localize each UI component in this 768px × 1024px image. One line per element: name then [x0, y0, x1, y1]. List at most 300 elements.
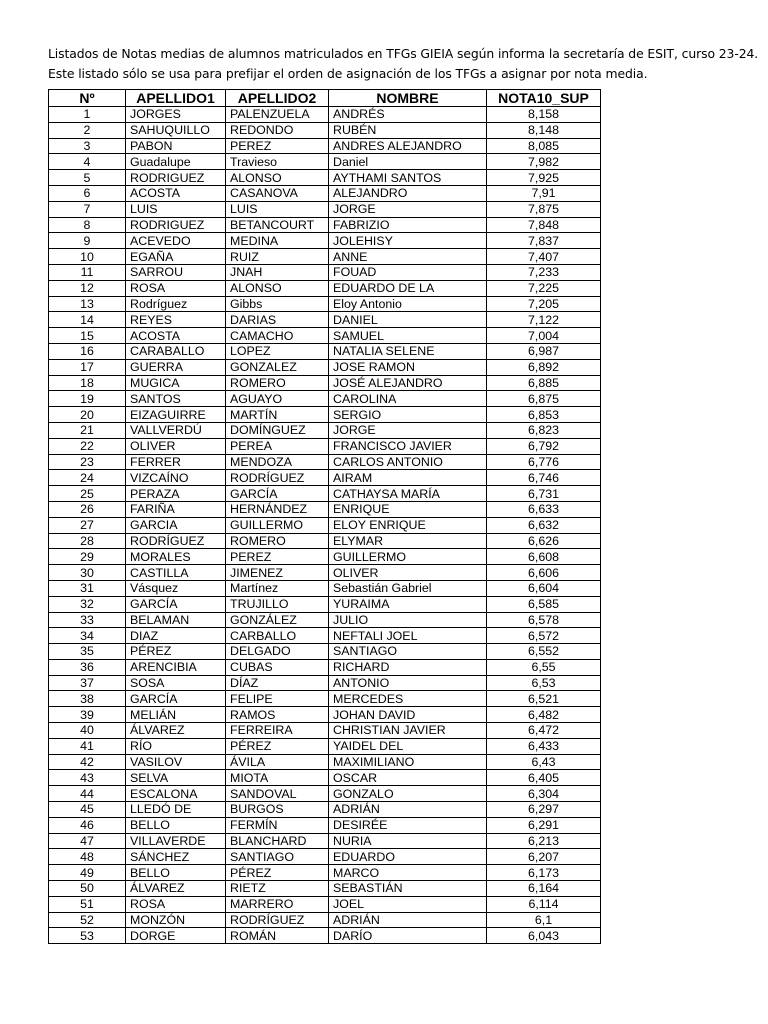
- cell-no: 26: [49, 501, 126, 517]
- cell-nota: 6,552: [487, 644, 601, 660]
- table-row: [49, 865, 601, 881]
- table-row: [49, 896, 601, 912]
- cell-nombre: ANDRES ALEJANDRO: [329, 138, 487, 154]
- cell-apellido1: JORGES: [126, 107, 226, 123]
- cell-no: 48: [49, 849, 126, 865]
- cell-no: 18: [49, 375, 126, 391]
- cell-apellido2: RAMOS: [226, 707, 329, 723]
- cell-apellido1: ACEVEDO: [126, 233, 226, 249]
- cell-no: 28: [49, 533, 126, 549]
- cell-nota: 6,853: [487, 407, 601, 423]
- cell-apellido1: Guadalupe: [126, 154, 226, 170]
- cell-nombre: AIRAM: [329, 470, 487, 486]
- intro-text: [48, 44, 759, 84]
- cell-no: 35: [49, 644, 126, 660]
- cell-apellido1: PABON: [126, 138, 226, 154]
- cell-apellido2: LUIS: [226, 201, 329, 217]
- cell-no: 16: [49, 343, 126, 359]
- cell-no: 11: [49, 264, 126, 280]
- table-row: [49, 786, 601, 802]
- cell-nota: 6,626: [487, 533, 601, 549]
- cell-no: 51: [49, 896, 126, 912]
- table-row: [49, 912, 601, 928]
- cell-no: 6: [49, 185, 126, 201]
- cell-apellido2: CUBAS: [226, 659, 329, 675]
- table-row: [49, 565, 601, 581]
- table-row: [49, 802, 601, 818]
- cell-nombre: DESIRÉE: [329, 817, 487, 833]
- table-row: [49, 264, 601, 280]
- cell-no: 37: [49, 675, 126, 691]
- cell-no: 5: [49, 170, 126, 186]
- cell-nombre: NURIA: [329, 833, 487, 849]
- table-row: [49, 122, 601, 138]
- cell-apellido2: HERNÁNDEZ: [226, 501, 329, 517]
- cell-apellido1: REYES: [126, 312, 226, 328]
- table-row: [49, 549, 601, 565]
- cell-apellido2: PÉREZ: [226, 865, 329, 881]
- cell-apellido1: LUIS: [126, 201, 226, 217]
- cell-nombre: OLIVER: [329, 565, 487, 581]
- cell-apellido1: ARENCIBIA: [126, 659, 226, 675]
- cell-nombre: RUBÉN: [329, 122, 487, 138]
- cell-nombre: ENRIQUE: [329, 501, 487, 517]
- cell-nombre: JOSÉ ALEJANDRO: [329, 375, 487, 391]
- cell-nombre: ANNE: [329, 249, 487, 265]
- cell-apellido1: ACOSTA: [126, 185, 226, 201]
- grades-table: [48, 89, 601, 944]
- cell-no: 19: [49, 391, 126, 407]
- cell-nombre: ELOY ENRIQUE: [329, 517, 487, 533]
- table-body: [49, 107, 601, 944]
- cell-nota: 6,776: [487, 454, 601, 470]
- cell-nombre: JOLEHISY: [329, 233, 487, 249]
- table-row: [49, 217, 601, 233]
- table-row: [49, 359, 601, 375]
- cell-nombre: EDUARDO DE LA: [329, 280, 487, 296]
- cell-nombre: Eloy Antonio: [329, 296, 487, 312]
- cell-nota: 6,632: [487, 517, 601, 533]
- table-row: [49, 470, 601, 486]
- cell-nota: 6,213: [487, 833, 601, 849]
- cell-nota: 6,633: [487, 501, 601, 517]
- table-row: [49, 612, 601, 628]
- table-row: [49, 154, 601, 170]
- table-row: [49, 770, 601, 786]
- table-row: [49, 312, 601, 328]
- table-row: [49, 438, 601, 454]
- table-row: [49, 644, 601, 660]
- table-row: [49, 407, 601, 423]
- cell-no: 40: [49, 723, 126, 739]
- cell-apellido1: ACOSTA: [126, 328, 226, 344]
- header-apellido2: APELLIDO2: [226, 90, 329, 107]
- cell-no: 50: [49, 881, 126, 897]
- cell-nombre: SAMUEL: [329, 328, 487, 344]
- cell-nota: 6,114: [487, 896, 601, 912]
- cell-nombre: ANTONIO: [329, 675, 487, 691]
- table-row: [49, 170, 601, 186]
- cell-nombre: MERCEDES: [329, 691, 487, 707]
- cell-apellido1: MELIÁN: [126, 707, 226, 723]
- cell-apellido2: Travieso: [226, 154, 329, 170]
- cell-nombre: MAXIMILIANO: [329, 754, 487, 770]
- table-row: [49, 754, 601, 770]
- cell-apellido1: VASILOV: [126, 754, 226, 770]
- header-nota: NOTA10_SUP: [487, 90, 601, 107]
- cell-apellido2: JIMENEZ: [226, 565, 329, 581]
- cell-nombre: ALEJANDRO: [329, 185, 487, 201]
- cell-apellido2: ALONSO: [226, 170, 329, 186]
- cell-apellido1: FARIÑA: [126, 501, 226, 517]
- cell-no: 39: [49, 707, 126, 723]
- cell-nombre: ANDRÉS: [329, 107, 487, 123]
- cell-nota: 6,572: [487, 628, 601, 644]
- cell-apellido2: FERREIRA: [226, 723, 329, 739]
- cell-apellido2: ROMÁN: [226, 928, 329, 944]
- cell-apellido2: JNAH: [226, 264, 329, 280]
- cell-nombre: AYTHAMI SANTOS: [329, 170, 487, 186]
- cell-nota: 6,792: [487, 438, 601, 454]
- cell-nombre: GONZALO: [329, 786, 487, 802]
- cell-nota: 6,604: [487, 580, 601, 596]
- cell-nombre: CHRISTIAN JAVIER: [329, 723, 487, 739]
- cell-nota: 6,297: [487, 802, 601, 818]
- cell-apellido2: PEREZ: [226, 138, 329, 154]
- cell-nota: 6,885: [487, 375, 601, 391]
- cell-apellido1: VIZCAÍNO: [126, 470, 226, 486]
- cell-apellido2: FELIPE: [226, 691, 329, 707]
- cell-no: 38: [49, 691, 126, 707]
- cell-no: 36: [49, 659, 126, 675]
- table-row: [49, 328, 601, 344]
- cell-no: 22: [49, 438, 126, 454]
- cell-no: 14: [49, 312, 126, 328]
- cell-no: 31: [49, 580, 126, 596]
- table-row: [49, 628, 601, 644]
- cell-nota: 6,304: [487, 786, 601, 802]
- cell-apellido1: ÁLVAREZ: [126, 723, 226, 739]
- cell-nombre: YAIDEL DEL: [329, 738, 487, 754]
- cell-nota: 7,233: [487, 264, 601, 280]
- cell-nombre: DANIEL: [329, 312, 487, 328]
- cell-apellido1: EIZAGUIRRE: [126, 407, 226, 423]
- cell-nombre: SEBASTIÁN: [329, 881, 487, 897]
- cell-no: 3: [49, 138, 126, 154]
- cell-apellido1: ROSA: [126, 896, 226, 912]
- cell-apellido1: CARABALLO: [126, 343, 226, 359]
- cell-nota: 6,731: [487, 486, 601, 502]
- cell-apellido2: PÉREZ: [226, 738, 329, 754]
- header-nombre: NOMBRE: [329, 90, 487, 107]
- cell-nota: 6,472: [487, 723, 601, 739]
- cell-nota: 6,55: [487, 659, 601, 675]
- cell-nota: 7,225: [487, 280, 601, 296]
- cell-nota: 7,837: [487, 233, 601, 249]
- cell-nombre: FRANCISCO JAVIER: [329, 438, 487, 454]
- cell-nota: 8,148: [487, 122, 601, 138]
- cell-nota: 6,892: [487, 359, 601, 375]
- cell-no: 9: [49, 233, 126, 249]
- cell-nombre: JOEL: [329, 896, 487, 912]
- cell-no: 30: [49, 565, 126, 581]
- cell-no: 27: [49, 517, 126, 533]
- cell-apellido1: ESCALONA: [126, 786, 226, 802]
- cell-apellido1: ROSA: [126, 280, 226, 296]
- cell-apellido2: BETANCOURT: [226, 217, 329, 233]
- cell-apellido1: SELVA: [126, 770, 226, 786]
- cell-nombre: Daniel: [329, 154, 487, 170]
- cell-no: 10: [49, 249, 126, 265]
- cell-apellido2: RODRÍGUEZ: [226, 912, 329, 928]
- cell-apellido1: SANTOS: [126, 391, 226, 407]
- cell-apellido2: ROMERO: [226, 375, 329, 391]
- cell-no: 21: [49, 422, 126, 438]
- header-no: Nº: [49, 90, 126, 107]
- cell-nota: 8,085: [487, 138, 601, 154]
- table-row: [49, 691, 601, 707]
- cell-nota: 6,521: [487, 691, 601, 707]
- cell-apellido1: GARCÍA: [126, 691, 226, 707]
- cell-no: 23: [49, 454, 126, 470]
- cell-apellido1: OLIVER: [126, 438, 226, 454]
- cell-no: 25: [49, 486, 126, 502]
- table-row: [49, 233, 601, 249]
- table-row: [49, 675, 601, 691]
- cell-apellido2: RODRÍGUEZ: [226, 470, 329, 486]
- cell-nombre: CATHAYSA MARÍA: [329, 486, 487, 502]
- cell-apellido2: GONZÁLEZ: [226, 612, 329, 628]
- cell-no: 20: [49, 407, 126, 423]
- cell-apellido1: SAHUQUILLO: [126, 122, 226, 138]
- table-row: [49, 249, 601, 265]
- cell-apellido1: SARROU: [126, 264, 226, 280]
- intro-line-1: Listados de Notas medias de alumnos matriculados en TFGs GIEIA según informa la secretaría de ESIT, curso 23-24.: [48, 46, 759, 61]
- cell-nota: 6,43: [487, 754, 601, 770]
- cell-nombre: YURAIMA: [329, 596, 487, 612]
- cell-apellido1: EGAÑA: [126, 249, 226, 265]
- table-row: [49, 707, 601, 723]
- table-row: [49, 280, 601, 296]
- table-row: [49, 138, 601, 154]
- table-row: [49, 454, 601, 470]
- table-row: [49, 817, 601, 833]
- cell-nota: 6,043: [487, 928, 601, 944]
- cell-no: 32: [49, 596, 126, 612]
- cell-nota: 6,164: [487, 881, 601, 897]
- cell-nombre: JULIO: [329, 612, 487, 628]
- cell-no: 15: [49, 328, 126, 344]
- cell-apellido1: MUGICA: [126, 375, 226, 391]
- cell-nota: 6,875: [487, 391, 601, 407]
- cell-apellido1: GUERRA: [126, 359, 226, 375]
- cell-nota: 7,848: [487, 217, 601, 233]
- table-row: [49, 533, 601, 549]
- table-row: [49, 849, 601, 865]
- cell-apellido1: DIAZ: [126, 628, 226, 644]
- cell-apellido2: ÁVILA: [226, 754, 329, 770]
- cell-apellido1: BELLO: [126, 865, 226, 881]
- cell-apellido1: VALLVERDÚ: [126, 422, 226, 438]
- cell-apellido2: LOPEZ: [226, 343, 329, 359]
- cell-nota: 6,405: [487, 770, 601, 786]
- cell-nota: 6,823: [487, 422, 601, 438]
- cell-no: 24: [49, 470, 126, 486]
- cell-apellido2: DARIAS: [226, 312, 329, 328]
- cell-nombre: FABRIZIO: [329, 217, 487, 233]
- table-row: [49, 343, 601, 359]
- table-row: [49, 391, 601, 407]
- cell-nombre: ADRIÁN: [329, 802, 487, 818]
- cell-apellido1: MONZÓN: [126, 912, 226, 928]
- cell-no: 44: [49, 786, 126, 802]
- header-apellido1: APELLIDO1: [126, 90, 226, 107]
- cell-apellido1: BELAMAN: [126, 612, 226, 628]
- cell-no: 34: [49, 628, 126, 644]
- cell-nombre: ELYMAR: [329, 533, 487, 549]
- cell-nota: 7,91: [487, 185, 601, 201]
- cell-nombre: CAROLINA: [329, 391, 487, 407]
- cell-no: 7: [49, 201, 126, 217]
- cell-nota: 6,578: [487, 612, 601, 628]
- cell-apellido2: PEREZ: [226, 549, 329, 565]
- cell-nombre: Sebastián Gabriel: [329, 580, 487, 596]
- cell-nombre: OSCAR: [329, 770, 487, 786]
- cell-nota: 6,608: [487, 549, 601, 565]
- cell-apellido2: RUIZ: [226, 249, 329, 265]
- cell-apellido1: BELLO: [126, 817, 226, 833]
- cell-apellido1: CASTILLA: [126, 565, 226, 581]
- intro-line-2: Este listado sólo se usa para prefijar el orden de asignación de los TFGs a asignar por nota media.: [48, 66, 648, 81]
- cell-apellido1: GARCIA: [126, 517, 226, 533]
- cell-nota: 7,205: [487, 296, 601, 312]
- cell-nota: 7,925: [487, 170, 601, 186]
- table-row: [49, 486, 601, 502]
- cell-apellido2: SANTIAGO: [226, 849, 329, 865]
- cell-nombre: NATALIA SELENE: [329, 343, 487, 359]
- table-row: [49, 659, 601, 675]
- table-row: [49, 422, 601, 438]
- table-row: [49, 833, 601, 849]
- cell-nota: 6,173: [487, 865, 601, 881]
- cell-nombre: CARLOS ANTONIO: [329, 454, 487, 470]
- table-row: [49, 375, 601, 391]
- cell-apellido2: Martínez: [226, 580, 329, 596]
- cell-apellido2: TRUJILLO: [226, 596, 329, 612]
- cell-apellido2: BLANCHARD: [226, 833, 329, 849]
- cell-apellido2: MIOTA: [226, 770, 329, 786]
- cell-apellido1: SOSA: [126, 675, 226, 691]
- cell-apellido2: CASANOVA: [226, 185, 329, 201]
- cell-apellido2: GUILLERMO: [226, 517, 329, 533]
- cell-nota: 6,1: [487, 912, 601, 928]
- cell-nota: 6,606: [487, 565, 601, 581]
- cell-nombre: GUILLERMO: [329, 549, 487, 565]
- cell-no: 49: [49, 865, 126, 881]
- cell-no: 29: [49, 549, 126, 565]
- cell-nota: 6,207: [487, 849, 601, 865]
- cell-apellido2: GONZALEZ: [226, 359, 329, 375]
- cell-nota: 7,875: [487, 201, 601, 217]
- cell-nombre: RICHARD: [329, 659, 487, 675]
- table-row: [49, 596, 601, 612]
- cell-nombre: SERGIO: [329, 407, 487, 423]
- table-row: [49, 107, 601, 123]
- cell-apellido2: SANDOVAL: [226, 786, 329, 802]
- cell-apellido1: PERAZA: [126, 486, 226, 502]
- cell-no: 12: [49, 280, 126, 296]
- cell-apellido2: DELGADO: [226, 644, 329, 660]
- cell-apellido2: AGUAYO: [226, 391, 329, 407]
- cell-apellido1: LLEDÓ DE: [126, 802, 226, 818]
- cell-apellido1: GARCÍA: [126, 596, 226, 612]
- cell-no: 2: [49, 122, 126, 138]
- cell-apellido1: DORGE: [126, 928, 226, 944]
- table-row: [49, 501, 601, 517]
- cell-nombre: FOUAD: [329, 264, 487, 280]
- cell-nota: 6,987: [487, 343, 601, 359]
- cell-no: 52: [49, 912, 126, 928]
- cell-no: 17: [49, 359, 126, 375]
- cell-apellido2: MARRERO: [226, 896, 329, 912]
- cell-nota: 6,433: [487, 738, 601, 754]
- cell-apellido1: FERRER: [126, 454, 226, 470]
- cell-nota: 7,982: [487, 154, 601, 170]
- cell-no: 41: [49, 738, 126, 754]
- cell-nota: 6,746: [487, 470, 601, 486]
- cell-apellido2: PEREA: [226, 438, 329, 454]
- cell-nota: 6,482: [487, 707, 601, 723]
- cell-no: 53: [49, 928, 126, 944]
- cell-apellido1: RODRIGUEZ: [126, 170, 226, 186]
- cell-no: 33: [49, 612, 126, 628]
- cell-apellido2: REDONDO: [226, 122, 329, 138]
- cell-nombre: JORGE: [329, 422, 487, 438]
- cell-nombre: JOSE RAMON: [329, 359, 487, 375]
- cell-apellido2: FERMÍN: [226, 817, 329, 833]
- cell-nombre: DARÍO: [329, 928, 487, 944]
- cell-apellido1: PÉREZ: [126, 644, 226, 660]
- cell-no: 45: [49, 802, 126, 818]
- cell-no: 42: [49, 754, 126, 770]
- table-row: [49, 185, 601, 201]
- cell-apellido2: DOMÍNGUEZ: [226, 422, 329, 438]
- table-row: [49, 201, 601, 217]
- cell-nombre: SANTIAGO: [329, 644, 487, 660]
- cell-apellido1: Rodríguez: [126, 296, 226, 312]
- cell-apellido2: ALONSO: [226, 280, 329, 296]
- cell-no: 13: [49, 296, 126, 312]
- cell-apellido2: Gibbs: [226, 296, 329, 312]
- cell-nombre: NEFTALI JOEL: [329, 628, 487, 644]
- cell-apellido2: MARTÍN: [226, 407, 329, 423]
- table-row: [49, 738, 601, 754]
- cell-apellido1: RÍO: [126, 738, 226, 754]
- cell-apellido2: CARBALLO: [226, 628, 329, 644]
- cell-apellido2: DÍAZ: [226, 675, 329, 691]
- table-row: [49, 517, 601, 533]
- cell-apellido2: RIETZ: [226, 881, 329, 897]
- table-row: [49, 723, 601, 739]
- table-row: [49, 881, 601, 897]
- table-row: [49, 928, 601, 944]
- table-row: [49, 580, 601, 596]
- cell-apellido1: VILLAVERDE: [126, 833, 226, 849]
- cell-no: 46: [49, 817, 126, 833]
- cell-apellido2: PALENZUELA: [226, 107, 329, 123]
- cell-apellido1: RODRIGUEZ: [126, 217, 226, 233]
- cell-no: 43: [49, 770, 126, 786]
